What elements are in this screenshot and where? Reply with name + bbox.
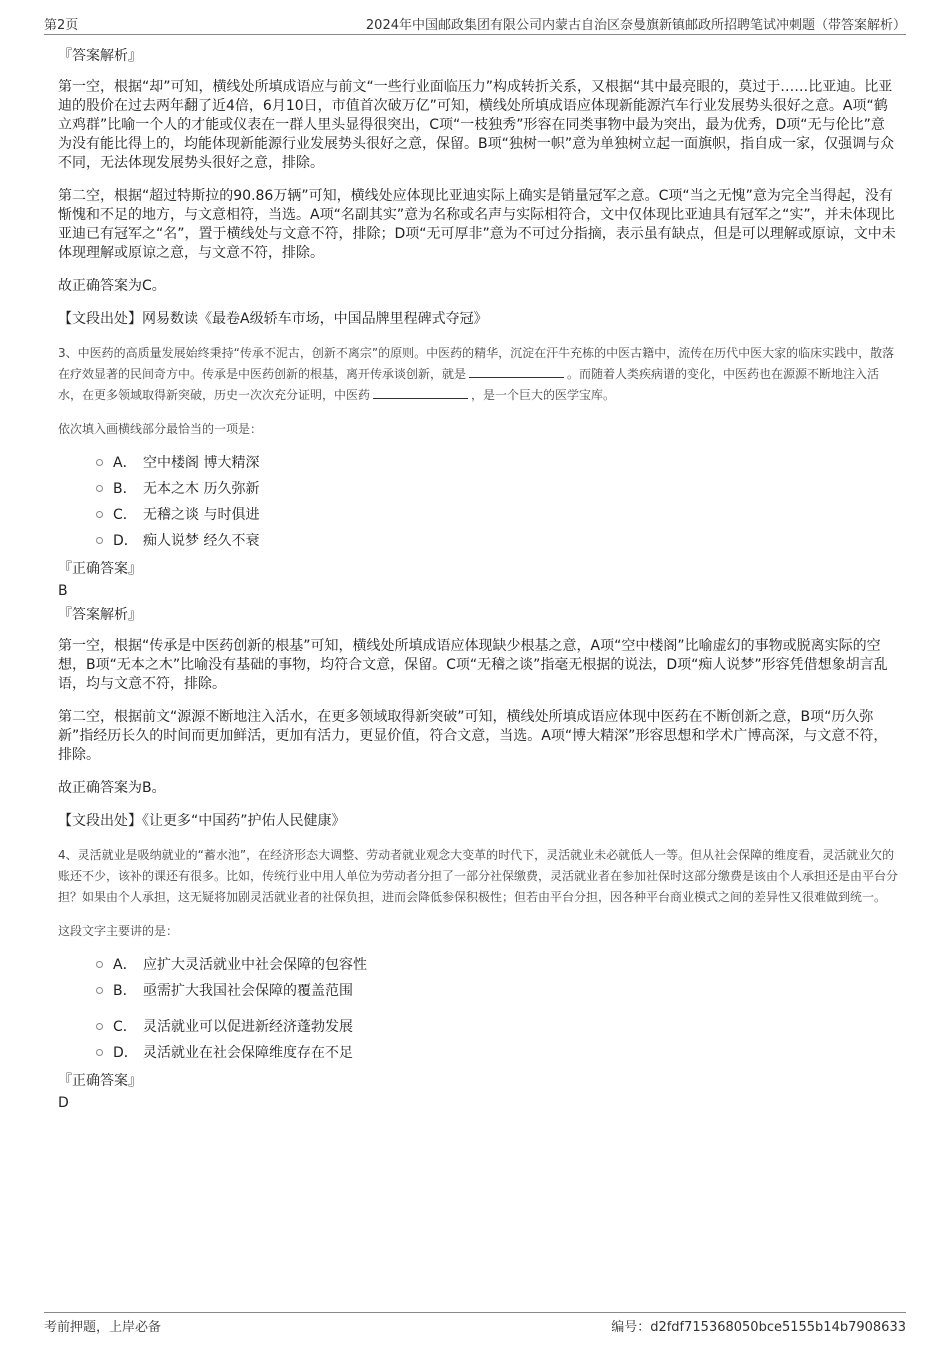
- correct-answer: D: [58, 1095, 69, 1111]
- radio-icon[interactable]: [96, 1049, 103, 1056]
- page-header: [44, 14, 906, 35]
- option-d[interactable]: D． 痴人说梦 经久不衰: [96, 527, 898, 553]
- document-id: 编号：d2fdf715368050bce5155b14b7908633: [611, 1320, 906, 1335]
- question-prompt: 依次填入画横线部分最恰当的一项是：: [58, 422, 263, 436]
- option-b[interactable]: B． 无本之木 历久弥新: [96, 475, 898, 501]
- footer-slogan: 考前押题，上岸必备: [44, 1320, 162, 1335]
- page-number: 第2页: [44, 18, 79, 33]
- answer-label: 『正确答案』: [58, 561, 142, 577]
- radio-icon[interactable]: [96, 1023, 103, 1030]
- source-citation: 【文段出处】《让更多“中国药”护佑人民健康》: [58, 813, 346, 829]
- option-b[interactable]: B． 亟需扩大我国社会保障的覆盖范围: [96, 977, 898, 1003]
- option-d[interactable]: D． 灵活就业在社会保障维度存在不足: [96, 1039, 898, 1065]
- question-prompt: 这段文字主要讲的是：: [58, 924, 179, 938]
- analysis-paragraph: 第二空，根据“超过特斯拉的90.86万辆”可知，横线处应体现比亚迪实际上确实是销量冠军之意。C项“当之无愧”意为完全当得起，没有惭愧和不足的地方，与文意相符，当选。A项“名副其实”意为名称或名声与实际相符合，文中仅体现比亚迪具有冠军之“实”，并未体现比亚迪已有冠军之“名”，置于横线处与文意不符，排除；D项“无可厚非”意为不可过分指摘，表示虽有缺点，但是可以理解或原谅，文中未体现理解或原谅之意，与文意不符，排除。: [58, 188, 896, 261]
- page-footer: [44, 1312, 906, 1335]
- page-content: [58, 40, 898, 1115]
- conclusion: 故正确答案为B。: [58, 780, 166, 796]
- question-stem: 3、中医药的高质量发展始终秉持“传承不泥古，创新不离宗”的原则。中医药的精华，沉淀在汗牛充栋的中医古籍中，流传在历代中医大家的临床实践中，散落在疗效显著的民间奇方中。传承是中医药创新的根基，离开传承谈创新，就是 。而随着人类疾病谱的变化，中医药也在源源不断地注入活水，在更多领域取得新突破，历史一次次充分证明，中医药 ，是一个巨大的医学宝库。: [58, 346, 895, 402]
- option-c[interactable]: C． 灵活就业可以促进新经济蓬勃发展: [96, 1013, 898, 1039]
- radio-icon[interactable]: [96, 961, 103, 968]
- analysis-paragraph: 第一空，根据“却”可知，横线处所填成语应与前文“一些行业面临压力”构成转折关系，又根据“其中最亮眼的，莫过于……比亚迪。比亚迪的股价在过去两年翻了近4倍，6月10日，市值首次破万亿”可知，横线处所填成语应体现新能源汽车行业发展势头很好之意。A项“鹤立鸡群”比喻一个人的才能或仪表在一群人里头显得很突出，C项“一枝独秀”形容在同类事物中最为突出，最为优秀，D项“无与伦比”意为没有能比得上的，均能体现新能源行业发展势头很好之意，保留。B项“独树一帜”意为单独树立起一面旗帜，指自成一家，仅强调与众不同，无法体现发展势头很好之意，排除。: [58, 79, 895, 171]
- option-a[interactable]: A． 空中楼阁 博大精深: [96, 449, 898, 475]
- question-stem: 4、灵活就业是吸纳就业的“蓄水池”，在经济形态大调整、劳动者就业观念大变革的时代下，灵活就业未必就低人一等。但从社会保障的维度看，灵活就业欠的账还不少，该补的课还有很多。比如，传统行业中用人单位为劳动者分担了一部分社保缴费，灵活就业者在参加社保时这部分缴费是该由个人承担还是由平台分担？如果由个人承担，这无疑将加剧灵活就业者的社保负担，进而会降低参保积极性；但若由平台分担，因各种平台商业模式之间的差异性又很难做到统一。: [58, 848, 899, 904]
- analysis-label: 『答案解析』: [58, 607, 142, 623]
- radio-icon[interactable]: [96, 537, 103, 544]
- blank-line: [469, 365, 564, 378]
- answer-label: 『正确答案』: [58, 1073, 142, 1089]
- analysis-label: 『答案解析』: [58, 48, 142, 64]
- analysis-paragraph: 第二空，根据前文“源源不断地注入活水，在更多领域取得新突破”可知，横线处所填成语应体现中医药在不断创新之意，B项“历久弥新”指经历长久的时间而更加鲜活，更加有活力，更显价值，符合文意，当选。A项“博大精深”形容思想和学术广博高深，与文意不符，排除。: [58, 709, 888, 763]
- option-a[interactable]: A． 应扩大灵活就业中社会保障的包容性: [96, 951, 898, 977]
- conclusion: 故正确答案为C。: [58, 278, 166, 294]
- radio-icon[interactable]: [96, 987, 103, 994]
- option-list: [96, 449, 898, 553]
- document-title: 2024年中国邮政集团有限公司内蒙古自治区奈曼旗新镇邮政所招聘笔试冲刺题（带答案解析）: [365, 18, 906, 33]
- option-c[interactable]: C． 无稽之谈 与时俱进: [96, 501, 898, 527]
- radio-icon[interactable]: [96, 511, 103, 518]
- option-list: [96, 951, 898, 1065]
- radio-icon[interactable]: [96, 459, 103, 466]
- radio-icon[interactable]: [96, 485, 103, 492]
- blank-line: [373, 386, 468, 399]
- analysis-paragraph: 第一空，根据“传承是中医药创新的根基”可知，横线处所填成语应体现缺少根基之意，A项“空中楼阁”比喻虚幻的事物或脱离实际的空想，B项“无本之木”比喻没有基础的事物，均符合文意，保留。C项“无稽之谈”指毫无根据的说法，D项“痴人说梦”形容凭借想象胡言乱语，均与文意不符，排除。: [58, 638, 888, 692]
- correct-answer: B: [58, 583, 68, 599]
- source-citation: 【文段出处】网易数读《最卷A级轿车市场，中国品牌里程碑式夺冠》: [58, 311, 488, 327]
